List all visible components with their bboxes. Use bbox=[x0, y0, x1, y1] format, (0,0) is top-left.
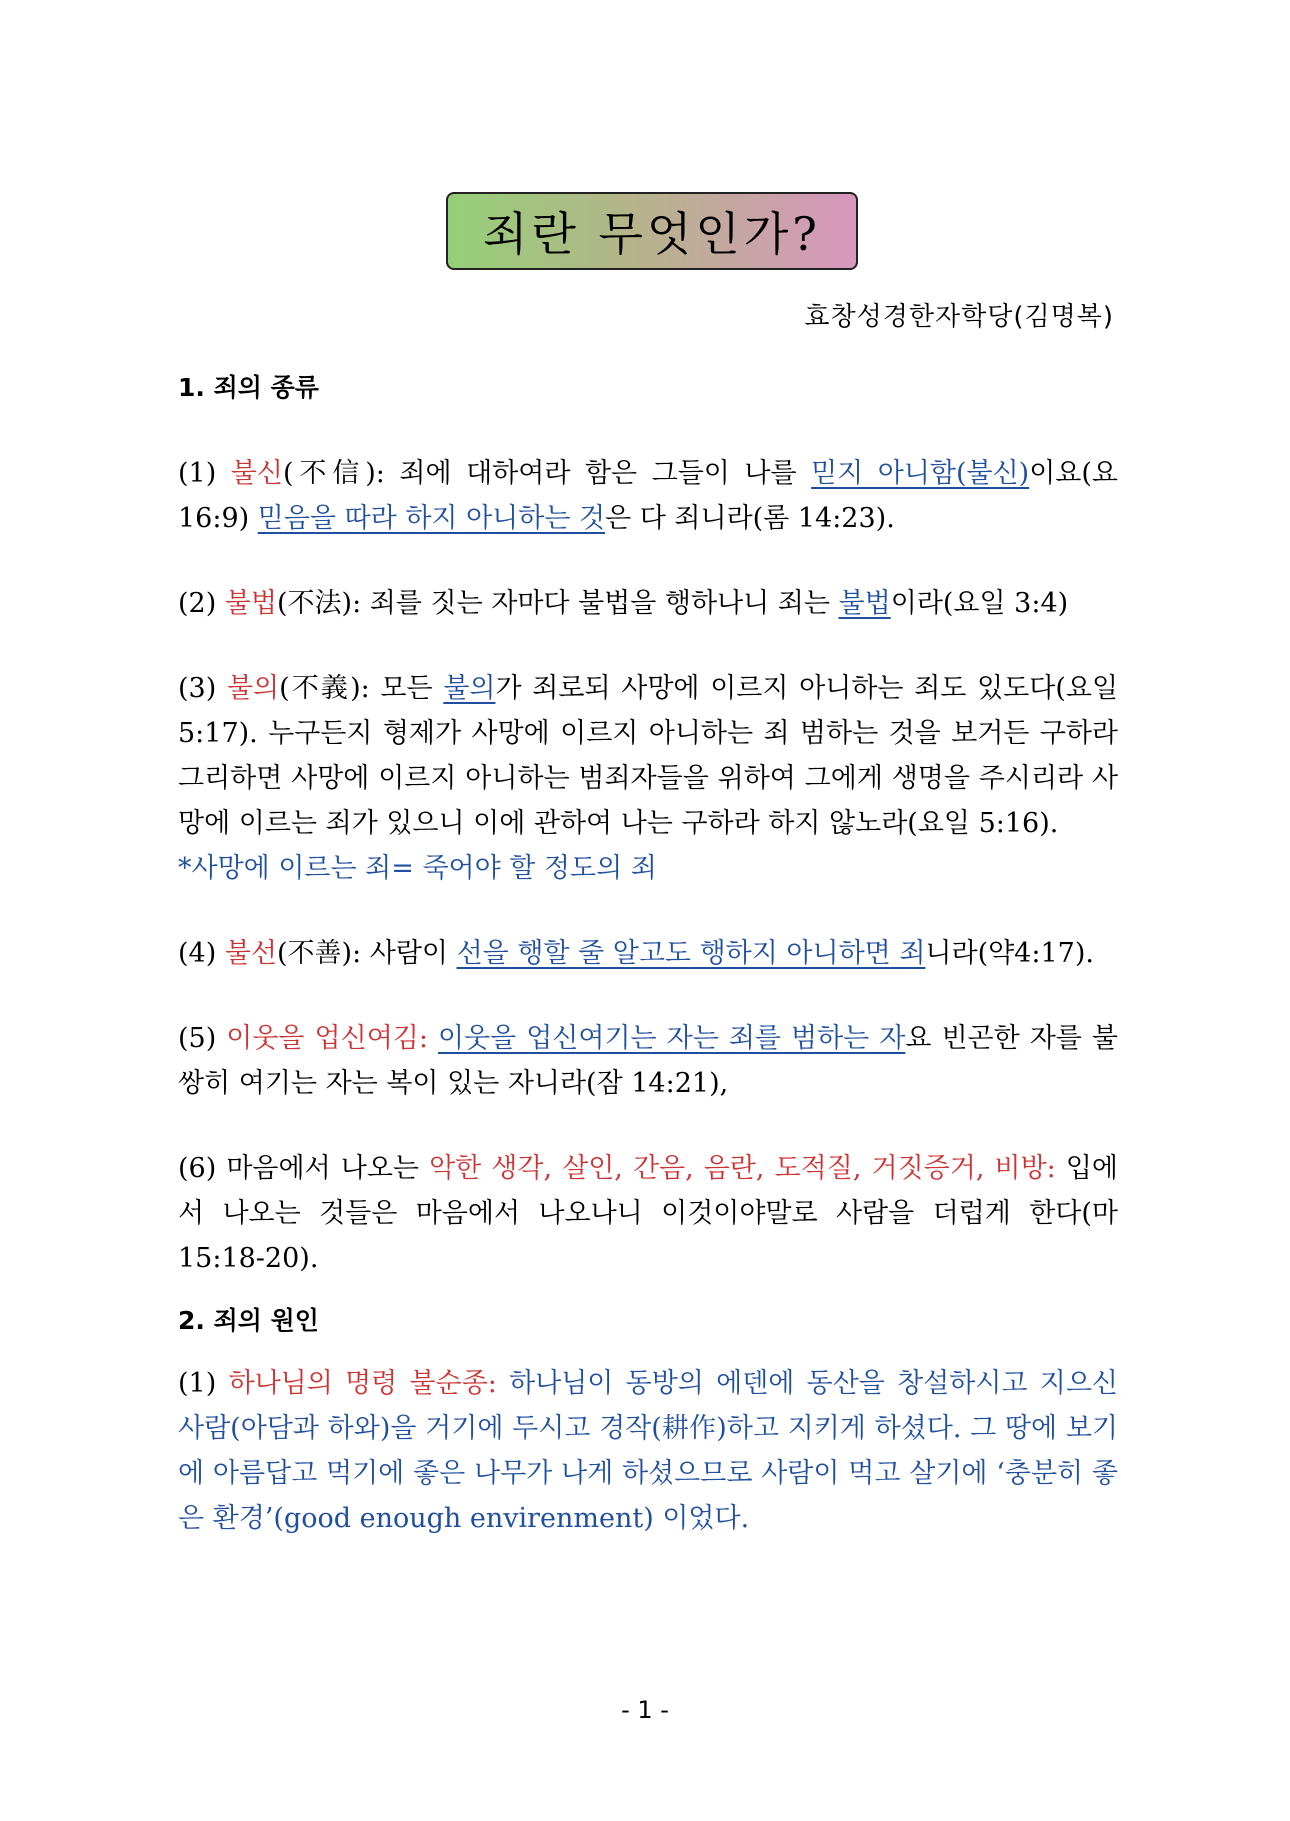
item-term: 하나님의 명령 불순종: bbox=[228, 1368, 510, 1399]
author-line: 효창성경한자학당(김명복) bbox=[804, 302, 1114, 332]
item-text: 이라(요일 3:4) bbox=[890, 588, 1069, 619]
item-number: (1) bbox=[178, 1368, 229, 1399]
item-1-3-note: *사망에 이르는 죄= 죽어야 할 정도의 죄 bbox=[178, 853, 657, 884]
section-2-heading: 2. 죄의 원인 bbox=[178, 1306, 319, 1335]
item-term: 불신 bbox=[230, 458, 283, 489]
item-1-6 bbox=[178, 1146, 1118, 1281]
item-term: 불의 bbox=[226, 673, 280, 704]
item-number: (2) bbox=[178, 588, 225, 619]
item-text: 은 다 죄니라(롬 14:23). bbox=[605, 503, 895, 534]
item-text: 니라(약4:17). bbox=[925, 938, 1094, 969]
underlined-phrase: 선을 행할 줄 알고도 행하지 아니하면 죄 bbox=[456, 938, 926, 969]
item-hanja: (不法): bbox=[277, 588, 370, 619]
item-1-1 bbox=[178, 451, 1118, 541]
item-text: 가 죄로되 사망에 이르지 아니하는 죄도 있도다(요일 5:17). 누구든지 형제가 사망에 이르지 아니하는 죄 범하는 것을 보거든 구하라 그리하면 사망에 이르지 아니하는 범죄자들을 위하여 그에게 생명을 주시리라 사망에 이르는 죄가 있으니 이에 관하여 나는 구하라 하지 않노라(요일 5:16). bbox=[178, 673, 1119, 839]
underlined-phrase: 믿음을 따라 하지 아니하는 것 bbox=[257, 503, 606, 534]
item-text: 하나님이 동방의 에덴에 동산을 창설하시고 지으신 사람(아담과 하와)을 거기에 두시고 경작(耕作)하고 지키게 하셨다. 그 땅에 보기에 아름답고 먹기에 좋은 나무가 나게 하셨으므로 사람이 먹고 살기에 ‘충분히 좋은 환경’(good enough envirenment) 이었다. bbox=[178, 1368, 1118, 1534]
title-box bbox=[446, 192, 858, 270]
underlined-phrase: 믿지 아니함(불신) bbox=[811, 458, 1030, 489]
item-1-2 bbox=[178, 581, 1118, 626]
item-2-1 bbox=[178, 1361, 1118, 1541]
item-number: (3) bbox=[178, 673, 227, 704]
item-number: (5) bbox=[178, 1023, 227, 1054]
item-text: 마음에서 나오는 bbox=[226, 1153, 430, 1184]
item-text: 이요(요 16:9) bbox=[178, 458, 1118, 534]
page-title: 죄란 무엇인가? bbox=[483, 207, 821, 261]
item-text: 죄에 대하여라 함은 그들이 나를 bbox=[399, 458, 812, 489]
item-number: (1) bbox=[178, 458, 231, 489]
item-text: 입에서 나오는 것들은 마음에서 나오나니 이것이야말로 사람을 더럽게 한다(마 15:18-20). bbox=[178, 1153, 1118, 1274]
item-hanja: (不義): bbox=[279, 673, 381, 704]
section-1-heading: 1. 죄의 종류 bbox=[178, 373, 319, 402]
item-term: 이웃을 업신여김: bbox=[226, 1023, 438, 1054]
underlined-phrase: 불의 bbox=[443, 673, 496, 704]
underlined-phrase: 이웃을 업신여기는 자는 죄를 범하는 자 bbox=[437, 1023, 906, 1054]
item-term: 불선 bbox=[224, 938, 277, 969]
item-1-5 bbox=[178, 1016, 1118, 1106]
item-term: 불법 bbox=[224, 588, 277, 619]
item-1-3 bbox=[178, 666, 1118, 846]
item-hanja: (不善): bbox=[277, 938, 370, 969]
item-text: 요 빈곤한 자를 불쌍히 여기는 자는 복이 있는 자니라(잠 14:21), bbox=[178, 1023, 1118, 1099]
item-number: (4) bbox=[178, 938, 225, 969]
item-text: 사람이 bbox=[369, 938, 457, 969]
item-1-4 bbox=[178, 931, 1118, 976]
document-body bbox=[178, 368, 1118, 1541]
item-text: 죄를 짓는 자마다 불법을 행하나니 죄는 bbox=[369, 588, 839, 619]
item-text: 모든 bbox=[380, 673, 444, 704]
item-number: (6) bbox=[178, 1153, 227, 1184]
page-number: - 1 - bbox=[621, 1696, 669, 1724]
underlined-phrase: 불법 bbox=[838, 588, 891, 619]
item-term: 악한 생각, 살인, 간음, 음란, 도적질, 거짓증거, 비방: bbox=[429, 1153, 1066, 1184]
item-hanja: (不信): bbox=[282, 458, 400, 489]
